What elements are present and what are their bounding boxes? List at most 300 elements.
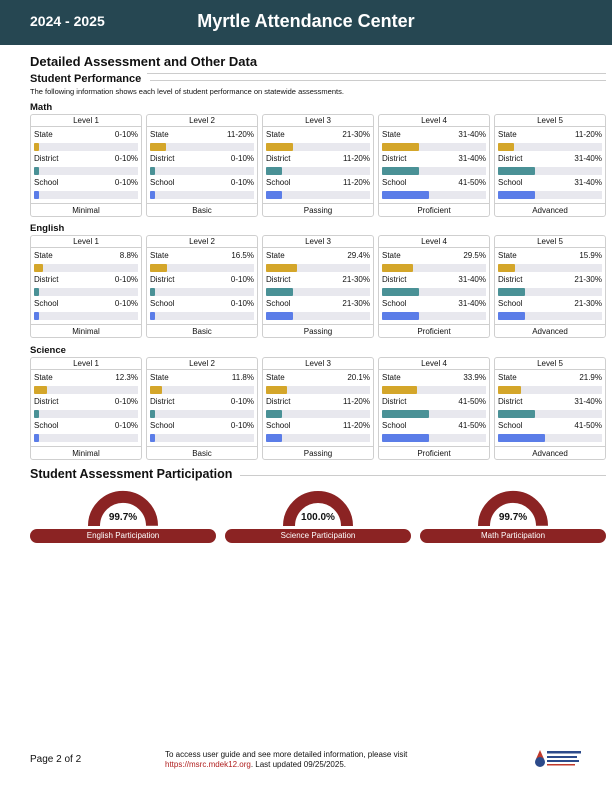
school-bar-track xyxy=(34,312,138,320)
school-bar-track xyxy=(34,191,138,199)
state-bar xyxy=(150,264,167,272)
level-card xyxy=(494,357,606,460)
state-bar xyxy=(266,143,293,151)
state-row xyxy=(150,129,254,153)
state-bar-track xyxy=(34,143,138,151)
level-card xyxy=(378,114,490,217)
subject-name: Math xyxy=(30,102,53,113)
performance-divider xyxy=(150,80,606,81)
state-value: 8.8% xyxy=(119,251,138,260)
school-value: 31-40% xyxy=(458,299,486,308)
level-footer: Proficient xyxy=(379,203,489,216)
school-label: School xyxy=(498,421,523,430)
state-bar xyxy=(34,264,43,272)
district-label: District xyxy=(382,397,407,406)
participation-gauge xyxy=(225,488,411,544)
state-value: 0-10% xyxy=(114,130,138,139)
state-value: 11-20% xyxy=(227,130,254,139)
district-row xyxy=(382,396,486,420)
school-value: 41-50% xyxy=(458,178,486,187)
section-title: Detailed Assessment and Other Data xyxy=(30,54,258,69)
district-bar-track xyxy=(266,167,370,175)
state-label: State xyxy=(266,251,285,260)
level-card xyxy=(146,357,258,460)
district-label: District xyxy=(150,154,175,163)
state-bar-track xyxy=(498,143,602,151)
district-bar xyxy=(150,288,155,296)
level-card xyxy=(30,357,142,460)
district-bar-track xyxy=(382,288,486,296)
level-title: Level 2 xyxy=(147,358,257,370)
state-label: State xyxy=(34,130,53,139)
district-bar-track xyxy=(498,167,602,175)
school-label: School xyxy=(266,421,291,430)
state-bar xyxy=(34,143,39,151)
level-title: Level 3 xyxy=(263,236,373,248)
subject-science xyxy=(30,345,606,460)
district-row xyxy=(498,153,602,177)
state-label: State xyxy=(266,373,285,382)
school-row xyxy=(266,420,370,444)
school-bar-track xyxy=(266,191,370,199)
level-footer: Proficient xyxy=(379,324,489,337)
district-value: 0-10% xyxy=(230,154,254,163)
school-bar-track xyxy=(382,312,486,320)
district-bar-track xyxy=(150,410,254,418)
district-bar-track xyxy=(498,410,602,418)
school-row xyxy=(382,420,486,444)
school-label: School xyxy=(266,299,291,308)
school-label: School xyxy=(150,299,175,308)
district-bar xyxy=(150,167,155,175)
subject-english xyxy=(30,223,606,338)
state-bar xyxy=(498,143,514,151)
school-value: 0-10% xyxy=(114,299,138,308)
state-row xyxy=(498,129,602,153)
school-value: 11-20% xyxy=(343,421,370,430)
district-value: 31-40% xyxy=(574,397,602,406)
school-value: 21-30% xyxy=(342,299,370,308)
district-bar xyxy=(382,167,419,175)
state-row xyxy=(34,372,138,396)
school-bar xyxy=(34,434,39,442)
district-row xyxy=(382,153,486,177)
level-card xyxy=(30,114,142,217)
footer-note xyxy=(165,750,407,770)
district-row xyxy=(266,396,370,420)
level-title: Level 5 xyxy=(495,236,605,248)
state-value: 21.9% xyxy=(579,373,602,382)
district-label: District xyxy=(34,154,59,163)
state-value: 12.3% xyxy=(115,373,138,382)
school-bar-track xyxy=(266,312,370,320)
level-footer: Advanced xyxy=(495,203,605,216)
state-bar-track xyxy=(382,143,486,151)
district-label: District xyxy=(498,275,523,284)
level-cards xyxy=(30,114,606,217)
school-label: School xyxy=(498,178,523,187)
level-title: Level 1 xyxy=(31,236,141,248)
level-title: Level 4 xyxy=(379,115,489,127)
state-row xyxy=(34,129,138,153)
district-bar xyxy=(266,167,282,175)
state-row xyxy=(382,372,486,396)
district-label: District xyxy=(266,275,291,284)
school-bar xyxy=(34,312,39,320)
school-bar-track xyxy=(150,312,254,320)
district-row xyxy=(498,274,602,298)
school-label: School xyxy=(150,178,175,187)
state-label: State xyxy=(382,130,401,139)
level-footer: Advanced xyxy=(495,446,605,459)
state-label: State xyxy=(498,373,517,382)
school-label: School xyxy=(382,299,407,308)
school-bar xyxy=(498,434,545,442)
district-bar-track xyxy=(34,167,138,175)
school-bar xyxy=(150,434,155,442)
district-label: District xyxy=(382,275,407,284)
state-bar-track xyxy=(150,143,254,151)
school-label: School xyxy=(34,421,59,430)
district-bar xyxy=(498,410,535,418)
school-bar-track xyxy=(382,191,486,199)
school-value: 0-10% xyxy=(230,299,254,308)
school-value: 21-30% xyxy=(574,299,602,308)
district-bar-track xyxy=(150,288,254,296)
state-label: State xyxy=(150,373,169,382)
state-bar-track xyxy=(498,386,602,394)
level-card xyxy=(378,235,490,338)
level-card xyxy=(262,357,374,460)
level-title: Level 3 xyxy=(263,115,373,127)
state-label: State xyxy=(382,373,401,382)
district-value: 0-10% xyxy=(114,154,138,163)
district-bar-track xyxy=(498,288,602,296)
level-title: Level 2 xyxy=(147,115,257,127)
msrc-link[interactable]: https://msrc.mdek12.org xyxy=(165,760,251,769)
performance-title: Student Performance xyxy=(30,73,147,85)
participation-divider xyxy=(240,475,606,476)
level-card xyxy=(494,235,606,338)
district-row xyxy=(498,396,602,420)
state-bar-track xyxy=(382,386,486,394)
state-label: State xyxy=(150,130,169,139)
district-value: 21-30% xyxy=(574,275,602,284)
level-footer: Proficient xyxy=(379,446,489,459)
district-row xyxy=(34,396,138,420)
school-label: School xyxy=(150,421,175,430)
participation-label: Math Participation xyxy=(420,529,606,543)
level-footer: Passing xyxy=(263,446,373,459)
state-value: 29.5% xyxy=(463,251,486,260)
level-card xyxy=(146,235,258,338)
district-bar xyxy=(498,167,535,175)
participation-gauge xyxy=(420,488,606,544)
district-bar xyxy=(382,288,419,296)
level-card xyxy=(494,114,606,217)
school-row xyxy=(34,420,138,444)
district-value: 0-10% xyxy=(114,275,138,284)
page-header xyxy=(0,0,612,45)
district-label: District xyxy=(266,397,291,406)
district-row xyxy=(150,153,254,177)
district-bar xyxy=(498,288,525,296)
level-card xyxy=(30,235,142,338)
district-bar-track xyxy=(34,410,138,418)
state-value: 16.5% xyxy=(231,251,254,260)
level-card xyxy=(378,357,490,460)
state-bar-track xyxy=(34,264,138,272)
school-bar-track xyxy=(150,434,254,442)
state-row xyxy=(266,250,370,274)
level-footer: Basic xyxy=(147,446,257,459)
level-title: Level 5 xyxy=(495,358,605,370)
state-value: 31-40% xyxy=(458,130,486,139)
school-bar-track xyxy=(498,312,602,320)
state-bar xyxy=(382,386,417,394)
school-bar-track xyxy=(34,434,138,442)
page-number: Page 2 of 2 xyxy=(30,754,82,765)
level-card xyxy=(262,235,374,338)
school-label: School xyxy=(498,299,523,308)
level-footer: Passing xyxy=(263,203,373,216)
school-bar xyxy=(34,191,39,199)
school-bar-track xyxy=(382,434,486,442)
state-label: State xyxy=(498,251,517,260)
school-row xyxy=(34,298,138,322)
state-bar xyxy=(498,386,521,394)
school-label: School xyxy=(266,178,291,187)
participation-gauge xyxy=(30,488,216,544)
level-footer: Advanced xyxy=(495,324,605,337)
school-value: 0-10% xyxy=(230,178,254,187)
school-bar xyxy=(382,312,419,320)
school-row xyxy=(266,177,370,201)
school-label: School xyxy=(34,299,59,308)
level-title: Level 1 xyxy=(31,358,141,370)
state-bar-track xyxy=(266,264,370,272)
district-value: 31-40% xyxy=(574,154,602,163)
district-bar xyxy=(34,410,39,418)
state-bar xyxy=(498,264,515,272)
district-bar-track xyxy=(382,410,486,418)
district-bar xyxy=(266,288,293,296)
subject-name: English xyxy=(30,223,65,234)
district-bar-track xyxy=(266,410,370,418)
level-title: Level 4 xyxy=(379,236,489,248)
district-bar xyxy=(34,288,39,296)
district-value: 21-30% xyxy=(342,275,370,284)
school-row xyxy=(266,298,370,322)
district-value: 0-10% xyxy=(230,275,254,284)
school-row xyxy=(382,298,486,322)
state-bar xyxy=(382,264,413,272)
level-cards xyxy=(30,235,606,338)
state-bar-track xyxy=(382,264,486,272)
school-bar xyxy=(382,434,429,442)
district-row xyxy=(150,396,254,420)
level-title: Level 2 xyxy=(147,236,257,248)
school-bar-track xyxy=(498,434,602,442)
school-bar xyxy=(266,434,282,442)
footer-note-line2: . Last updated 09/25/2025. xyxy=(250,760,347,769)
state-bar-track xyxy=(498,264,602,272)
level-footer: Passing xyxy=(263,324,373,337)
subject-math xyxy=(30,102,606,217)
district-bar-track xyxy=(382,167,486,175)
state-label: State xyxy=(150,251,169,260)
level-title: Level 5 xyxy=(495,115,605,127)
state-row xyxy=(266,372,370,396)
performance-description: The following information shows each level of student performance on statewide assessments. xyxy=(30,87,344,96)
footer-note-line1: To access user guide and see more detailed information, please visit xyxy=(165,750,408,759)
district-bar xyxy=(150,410,155,418)
district-bar xyxy=(34,167,39,175)
state-value: 11.8% xyxy=(231,373,254,382)
state-bar xyxy=(34,386,47,394)
level-title: Level 1 xyxy=(31,115,141,127)
district-row xyxy=(266,153,370,177)
school-row xyxy=(498,177,602,201)
district-label: District xyxy=(498,397,523,406)
state-value: 15.9% xyxy=(579,251,602,260)
participation-value: 99.7% xyxy=(108,512,138,523)
district-value: 31-40% xyxy=(458,154,486,163)
school-row xyxy=(34,177,138,201)
school-label: School xyxy=(382,421,407,430)
district-label: District xyxy=(150,275,175,284)
state-value: 20.1% xyxy=(347,373,370,382)
participation-value: 99.7% xyxy=(498,512,528,523)
district-row xyxy=(34,153,138,177)
state-value: 11-20% xyxy=(575,130,602,139)
state-bar xyxy=(266,264,297,272)
school-bar-track xyxy=(150,191,254,199)
level-footer: Minimal xyxy=(31,324,141,337)
district-label: District xyxy=(34,275,59,284)
state-label: State xyxy=(34,251,53,260)
state-bar-track xyxy=(150,386,254,394)
state-row xyxy=(150,250,254,274)
district-row xyxy=(266,274,370,298)
state-value: 29.4% xyxy=(347,251,370,260)
district-label: District xyxy=(498,154,523,163)
school-value: 11-20% xyxy=(343,178,370,187)
state-label: State xyxy=(266,130,285,139)
participation-title: Student Assessment Participation xyxy=(30,467,240,481)
school-value: 0-10% xyxy=(114,421,138,430)
participation-label: Science Participation xyxy=(225,529,411,543)
district-value: 31-40% xyxy=(458,275,486,284)
school-row xyxy=(382,177,486,201)
school-value: 31-40% xyxy=(574,178,602,187)
level-card xyxy=(146,114,258,217)
state-row xyxy=(382,250,486,274)
state-row xyxy=(150,372,254,396)
level-title: Level 3 xyxy=(263,358,373,370)
state-row xyxy=(34,250,138,274)
school-bar xyxy=(498,312,525,320)
district-label: District xyxy=(34,397,59,406)
district-label: District xyxy=(266,154,291,163)
level-footer: Minimal xyxy=(31,203,141,216)
school-bar xyxy=(150,191,155,199)
school-label: School xyxy=(34,178,59,187)
school-bar-track xyxy=(498,191,602,199)
district-row xyxy=(382,274,486,298)
school-row xyxy=(498,420,602,444)
school-row xyxy=(498,298,602,322)
school-label: School xyxy=(382,178,407,187)
state-bar xyxy=(382,143,419,151)
school-value: 41-50% xyxy=(574,421,602,430)
level-card xyxy=(262,114,374,217)
level-cards xyxy=(30,357,606,460)
school-row xyxy=(150,420,254,444)
state-bar xyxy=(150,143,166,151)
district-bar-track xyxy=(266,288,370,296)
school-bar-track xyxy=(266,434,370,442)
school-value: 41-50% xyxy=(458,421,486,430)
state-bar-track xyxy=(266,386,370,394)
district-value: 11-20% xyxy=(343,397,370,406)
district-bar xyxy=(266,410,282,418)
state-row xyxy=(382,129,486,153)
state-bar-track xyxy=(34,386,138,394)
school-value: 0-10% xyxy=(114,178,138,187)
district-bar-track xyxy=(34,288,138,296)
school-name: Myrtle Attendance Center xyxy=(197,11,415,31)
participation-value: 100.0% xyxy=(301,512,335,523)
school-row xyxy=(150,177,254,201)
state-row xyxy=(266,129,370,153)
participation-label: English Participation xyxy=(30,529,216,543)
level-title: Level 4 xyxy=(379,358,489,370)
state-value: 33.9% xyxy=(463,373,486,382)
district-value: 41-50% xyxy=(458,397,486,406)
state-label: State xyxy=(498,130,517,139)
district-label: District xyxy=(382,154,407,163)
state-bar-track xyxy=(266,143,370,151)
district-bar-track xyxy=(150,167,254,175)
subject-name: Science xyxy=(30,345,66,356)
level-footer: Basic xyxy=(147,324,257,337)
school-bar xyxy=(266,312,293,320)
school-year: 2024 - 2025 xyxy=(30,13,105,29)
state-row xyxy=(498,250,602,274)
state-label: State xyxy=(382,251,401,260)
school-bar xyxy=(266,191,282,199)
district-value: 0-10% xyxy=(230,397,254,406)
state-row xyxy=(498,372,602,396)
district-value: 0-10% xyxy=(114,397,138,406)
state-label: State xyxy=(34,373,53,382)
mississippi-department-of-education-logo-icon xyxy=(533,746,583,772)
school-bar xyxy=(150,312,155,320)
district-value: 11-20% xyxy=(343,154,370,163)
school-row xyxy=(150,298,254,322)
school-bar xyxy=(382,191,429,199)
district-bar xyxy=(382,410,429,418)
district-row xyxy=(150,274,254,298)
state-bar xyxy=(266,386,287,394)
level-footer: Minimal xyxy=(31,446,141,459)
school-value: 0-10% xyxy=(230,421,254,430)
state-value: 21-30% xyxy=(342,130,370,139)
district-row xyxy=(34,274,138,298)
state-bar xyxy=(150,386,162,394)
school-bar xyxy=(498,191,535,199)
